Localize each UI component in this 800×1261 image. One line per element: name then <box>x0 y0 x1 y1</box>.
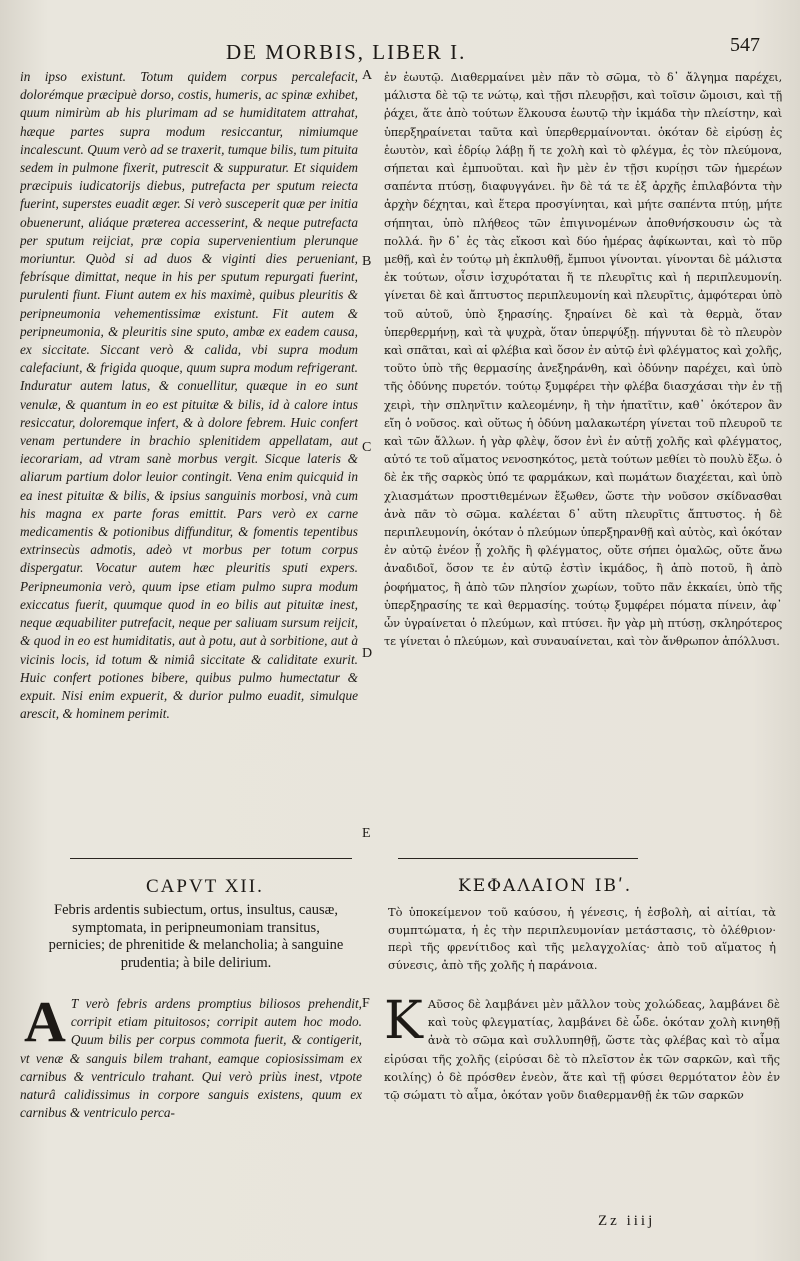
margin-letter-b: B <box>362 254 372 269</box>
page-number: 547 <box>730 34 760 56</box>
chapter-summary-greek: Τὸ ὑποκείμενον τοῦ καύσου, ἡ γένεσις, ἡ ἐσβολὴ, αἱ αἰτίαι, τὰ συμπτώματα, ἡ ἐς τὴν περιπλευμονίαν μετάστασις, τὸ ὀλέθριον· περὶ τῆς φρενίτιδος καὶ τῆς μελαγχολίας· ἀπὸ τοῦ αἵματος ἡ σύνεσις, ἀπὸ τῆς χολῆς ἡ παράνοια. <box>388 905 776 972</box>
divider-left <box>70 858 352 859</box>
chapter-heading-greek: ΚΕΦΑΛΑΙΟΝ ΙΒʹ. <box>458 876 633 896</box>
latin-chapter-body <box>20 995 362 1165</box>
greek-chapter-body <box>384 995 780 1185</box>
signature-mark: Zz iiij <box>598 1213 656 1229</box>
chapter-summary-latin: Febris ardentis subiectum, ortus, insultus, causæ, symptomata, in peripneumoniam transitus, pernicies; de phrenitide & melancholia; à sanguine prudentia; à bile delirium. <box>48 902 344 971</box>
running-head-title: DE MORBIS, LIBER I. <box>226 40 467 64</box>
greek-column: ἐν ἑωυτῷ. Διαθερμαίνει μὲν πᾶν τὸ σῶμα, τὸ δ᾽ ἄλγημα παρέχει, μάλιστα δὲ τῷ τε νώτῳ, καὶ τῇσι πλευρῇσι, καὶ τοῖσιν ὤμοισι, καὶ τῇ ῥάχει, ἅτε ἀπὸ τούτων ἕλκουσα ἑωυτῷ τὴν ἰκμάδα τὴν πλείστην, καὶ ὑπερξηραίνεται ταῦτα καὶ ὑπερθερμαίνονται. ὁκόταν δὲ εἰρύσῃ ἐς ἑωυτὸν, καὶ ἑδρίῳ λάβῃ ἥ τε χολὴ καὶ τὸ φλέγμα, ἐς τὸν πλεύμονα, σήπεται καὶ ἐμπυοῦται. καὶ ἢν μὲν ἐν τῇσι κυρίῃσι τῶν ἡμερέων σαπέντα πτύσῃ, διαφυγγάνει. ἢν δὲ τά τε ἐξ ἀρχῆς ἐπιλαβόντα τὴν ἀρχὴν δέχηται, καὶ ἕτερα προσγίνηται, καὶ μήτε σαπέντα πτύῃ, μήτε σήπηται, ὑπὸ πλήθεος τῶν ἐπιγινομένων ἀποθνήσκουσιν ὡς τὰ πολλά. ἢν δ᾽ ἐς τὰς εἴκοσι καὶ δύο ἡμέρας ἀφίκωνται, καὶ τὸ πῦρ μεθῇ, καὶ ἐν τούτῳ μὴ ἐκπλυθῇ, ἔμπυοι γίνονται. γίνονται δὲ μάλιστα ἐκ τούτων, οἷσιν ἰσχυρόταται ἥ τε πλευρῖτις καὶ ἡ περιπλευμονίη. γίνεται δὲ καὶ ἄπτυστος περιπλευμονίη καὶ πλευρῖτις, ἀμφότεραι ὑπὸ τοῦ αὐτοῦ, ὑπὸ ξηρασίης. ξηραίνει δὲ καὶ τὰ θερμὰ, ὅταν ὑπερθερμήνῃ, καὶ τὰ ψυχρὰ, ὅταν ὑπερψύξῃ. πήγνυται δὲ τὸ πλευρὸν καὶ σπᾶται, καὶ αἱ φλέβια καὶ ὅσον ἐν αὐτῷ ἐνὶ φλέγματος καὶ χολῆς, τοῦτο ὑπὸ τῆς θερμασίης ἀνεξηράνθη, καὶ ὀδύνην παρέχει, καὶ ὑπὸ τῆς ὀδύνης πυρετόν. τούτῳ ξυμφέρει τὴν φλέβα διασχάσαι τὴν ἐν τῇ χειρὶ, τὴν σπληνῖτιν καλεομένην, ἢ τὴν ἡπατῖτιν, καθ᾽ ὁκότερον ἂν εἴη ὁ νοῦσος. καὶ οὕτως ἡ ὀδύνη μαλακωτέρη γίνεται τοῦ πλευροῦ τε καὶ τῶν ἄλλων. ἡ γὰρ φλὲψ, ὅσον ἐνὶ ἐν αὐτῇ χολῆς καὶ φλέγματος, αὐτό τε τοῦ αἵματος νενοσηκότος, μετὰ τούτων μεθίει τὸ πουλὺ ἔξω. ὁ δὲ ἐκ τῆς σαρκὸς ὑπό τε φαρμάκων, καὶ πωμάτων διαχέεται, καὶ ὑπὸ χλιασμάτων προστιθεμένων ἔξωθεν, ὥστε τὴν νοῦσον σκίδνασθαι ἀνὰ πᾶν τὸ σῶμα. καλέεται δ᾽ αὕτη πλευρῖτις ἄπτυστος. ἡ δὲ περιπλευμονίη, ὁκόταν ὁ πλεύμων ὑπερξηρανθῇ καὶ αὐτὸς, καὶ ὁκόταν ἐν αὐτῷ ἐνέον ᾖ χολῆς ἢ φλέγματος, οὔτε σήπει ὁμαλῶς, οὔτε ἄνω ἀναδιδοῖ, ὅσον τε ἐν αὐτῷ ἐστὶν ἰκμάδος, ἢ ἀπὸ ποτοῦ, ἢ ἀπὸ ῥοφήματος, ἢ ἀπὸ τῶν πλησίον χωρίων, τοῦτο πᾶν ἐκκαίει, ὑπὸ τῆς ὑπερξηρασίης τε καὶ θερμασίης. τούτῳ ξυμφέρει πόματα πίνειν, ἀφ᾽ ὧν ὑγραίνεται ὁ πλεύμων, καὶ πτύσει. ἢν γὰρ μὴ πτύσῃ, σκληρότερος τε γίνεται ὁ πλεύμων, καὶ συναυαίνεται, καὶ τὸν ἄνθρωπον ἀπόλλυσι. <box>384 70 782 649</box>
greek-chapter-text: Αῦσος δὲ λαμβάνει μὲν μᾶλλον τοὺς χολώδεας, λαμβάνει δὲ καὶ τοὺς φλεγματίας, λαμβάνει δὲ ὧδε. ὁκόταν χολὴ κινηθῇ ἀνὰ τὸ σῶμα καὶ συλλυπηθῇ, ὥστε τὰς φλέβας καὶ τὸ αἷμα εἰρύσαι τῆς χολῆς (εἰρύσαι δὲ τὸ πλεῖστον ἐκ τῶν σαρκῶν, καὶ τῆς κοιλίης) ὁ δὲ πρόσθεν ἐνεὸν, ἅτε καὶ τῇ φύσει θερμότατον ἐὸν ἐν τῷ σώματι τὸ αἷμα, ὁκόταν γοῦν διαθερμανθῇ ἐκ τῶν σαρκῶν <box>384 997 780 1103</box>
latin-chapter-text: T verò febris ardens promptius biliosos prehendit, corripit etiam pituitosos; corripit autem hoc modo. Quum bilis per corpus commota fuerit, & contigerit, vt venæ & sanguis bilem trahant, eamque copiosissimam ex carnibus & ventriculo trahant. Qui verò priùs inest, vtpote naturâ calidissimus in corpore sanguis existens, quum ex carnibus & ventriculo perca- <box>20 996 362 1121</box>
margin-letter-e: E <box>362 826 371 841</box>
divider-right <box>398 858 638 859</box>
margin-letter-a: A <box>362 68 373 83</box>
greek-drop-cap: Κ <box>384 995 423 1051</box>
margin-letter-d: D <box>362 646 373 661</box>
latin-column: in ipso existunt. Totum quidem corpus percalefacit, dolorémque præcipuè dorso, costis, humeris, ac spinæ exhibet, quum nimirùm ab his plurimam ad se humiditatem attrahat, hæque partes supra modum resiccantur, nimiumque incalescunt. Quum verò ad se traxerit, tumque bilis, tum pituita sedem in pulmone fixerit, putrescit & suppuratur. Et siquidem præcipuis iudicatorijs diebus, putrefacta per sputum reiecta fuerint, superstes euadit æger. Si verò susceperit quæ per initia obuenerunt, aliáque præterea accesserint, & neque putrefacta per sputum reijciat, præ copia supervenientium plerunque moriuntur. Quòd si ad duos & viginti dies perueniant, febrísque dimittat, neque in his per sputum repurgati fuerint, purulenti fiunt. Fiunt autem ex his maximè, quibus pleuritis & peripneumonia vehementissimæ existunt. Fit autem & peripneumonia, & pleuritis sine sputo, ambæ ex eadem causa, ex siccitate. Siccant verò & calida, vbi supra modum calefaciunt, & frigida quoque, quum supra modum refrigerant. Induratur autem latus, & conuellitur, quæque in eo sunt venulæ, & quantum in eo est pituitæ & bilis, id à calore intus resiccatur, doloremque infert, & à dolore febrem. Huic confert venam pertundere in brachio splenitidem appellatam, aut iecorariam, ad vtram sanè morbus vergit. Sicque lateris & aliarum partium dolor leuior contingit. Vena enim quicquid in ea inest pituitæ & bilis, & ipsius sanguinis morbosi, vnà cum his magna ex parte foras emittit. Pars verò ex carne medicamentis & potionibus diffunditur, & fomentis tepentibus extrinsecùs admotis, adeò vt morbus per totum corpus dispergatur. Vocatur autem hæc pleuritis sputi expers. Peripneumonia verò, quum ipse etiam pulmo supra modum exiccatus fuerit, quumque quod in eo bilis aut pituitæ inest, neque æquabiliter putrefacit, neque per saliuam sursum reijcit, & quod in eo est humiditatis, aut à potu, aut à sorbitione, aut à vicinis locis, id totum & nimiâ siccitate & caliditate exurit. Huic confert potiones bibere, quibus pulmo humectatur & expuit. Nisi enim expuerit, & durior pulmo euadit, simulque arescit, & hominem perimit. <box>20 69 358 722</box>
latin-drop-cap: A <box>24 995 66 1054</box>
chapter-heading-latin: CAPVT XII. <box>146 876 264 897</box>
margin-letter-c: C <box>362 440 372 455</box>
margin-letter-f: F <box>362 996 370 1011</box>
